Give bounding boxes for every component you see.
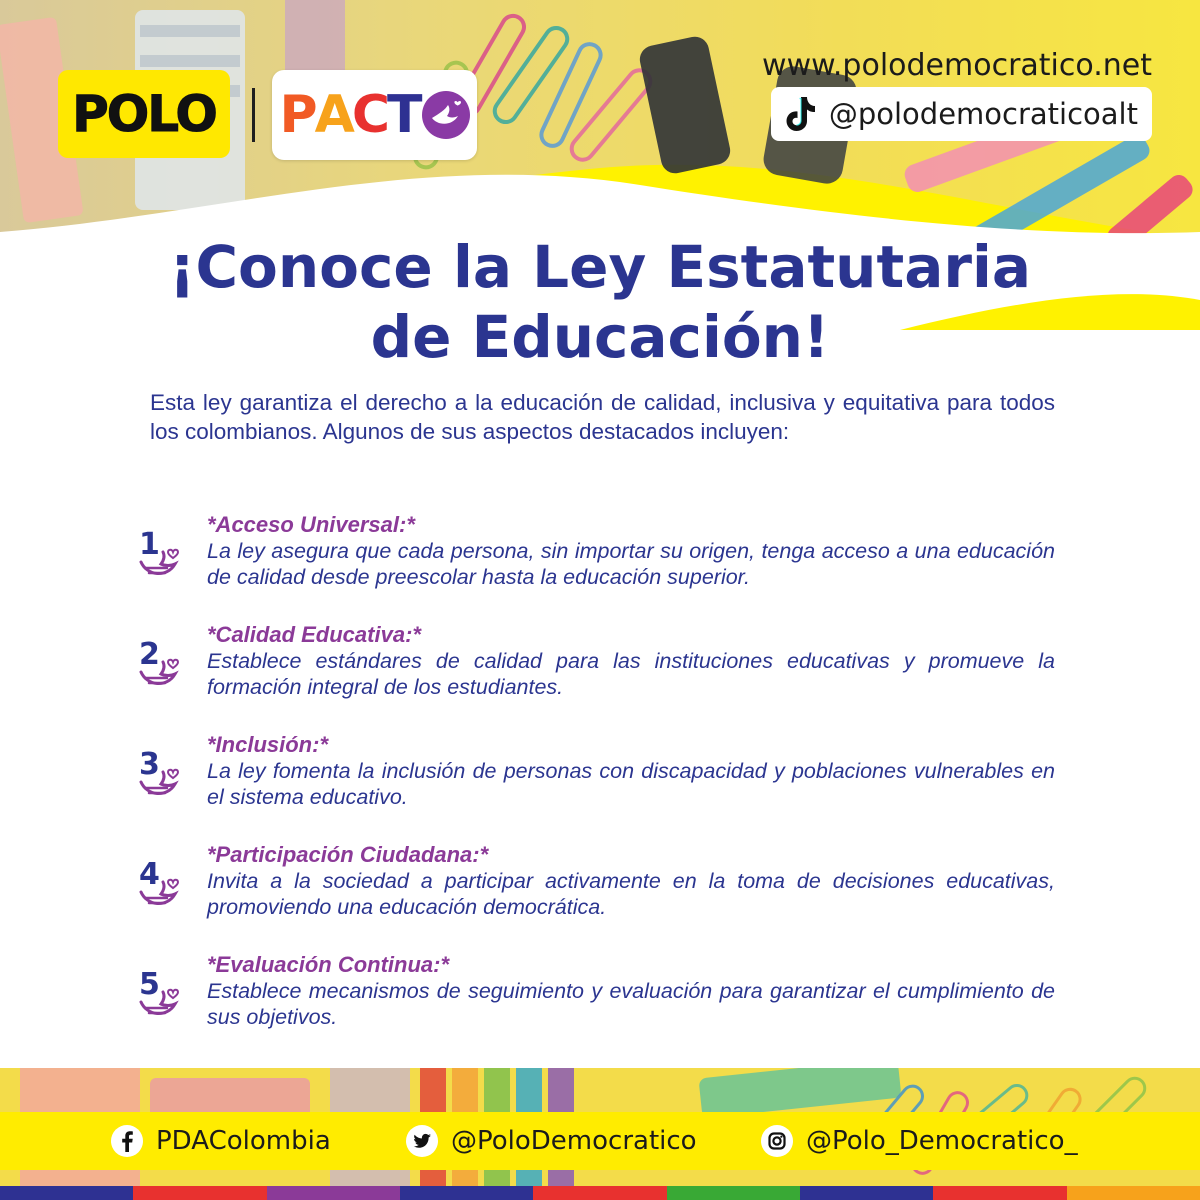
facebook-icon xyxy=(110,1124,144,1158)
color-stripe xyxy=(133,1186,266,1200)
dove-icon xyxy=(137,964,185,1026)
dove-icon xyxy=(137,634,185,696)
facebook-link[interactable] xyxy=(110,1124,331,1158)
list-item xyxy=(137,512,1057,602)
tiktok-icon xyxy=(783,95,817,133)
item-body: Establece mecanismos de seguimiento y evaluación para garantizar el cumplimiento de sus objetivos. xyxy=(207,979,1055,1029)
color-stripe xyxy=(933,1186,1066,1200)
item-heading: *Calidad Educativa:* xyxy=(207,622,421,647)
list-item xyxy=(137,732,1057,822)
polo-logo-text: POLO xyxy=(72,85,216,143)
list-item xyxy=(137,952,1057,1042)
color-stripe xyxy=(1067,1186,1200,1200)
color-stripe xyxy=(267,1186,400,1200)
item-number: 1 xyxy=(139,527,160,562)
instagram-handle: @Polo_Democratico_ xyxy=(806,1126,1078,1156)
item-body: Invita a la sociedad a participar activamente en la toma de decisiones educativas, promoviendo una educación democrática. xyxy=(207,869,1055,919)
item-number: 4 xyxy=(139,857,160,892)
item-heading: *Inclusión:* xyxy=(207,732,329,757)
list-item xyxy=(137,842,1057,932)
item-number: 2 xyxy=(139,637,160,672)
dove-icon xyxy=(137,524,185,586)
item-heading: *Acceso Universal:* xyxy=(207,512,415,537)
color-stripe xyxy=(0,1186,133,1200)
item-number: 3 xyxy=(139,747,160,782)
intro-paragraph: Esta ley garantiza el derecho a la educación de calidad, inclusiva y equitativa para todos los colombianos. Algunos de sus aspectos destacados incluyen: xyxy=(150,390,1055,444)
twitter-icon xyxy=(405,1124,439,1158)
pacto-logo xyxy=(272,70,477,160)
website-url[interactable]: www.polodemocratico.net xyxy=(762,48,1152,83)
color-stripe xyxy=(533,1186,666,1200)
dove-icon xyxy=(422,91,470,139)
pacto-logo-text: P A C T xyxy=(279,85,420,145)
color-stripe xyxy=(667,1186,800,1200)
item-number: 5 xyxy=(139,967,160,1002)
twitter-handle: @PoloDemocratico xyxy=(451,1126,697,1156)
item-body: La ley fomenta la inclusión de personas con discapacidad y poblaciones vulnerables en el sistema educativo. xyxy=(207,759,1055,809)
logo-divider xyxy=(252,88,255,142)
tiktok-handle: @polodemocraticoalt xyxy=(828,97,1138,131)
list-item xyxy=(137,622,1057,712)
color-stripes xyxy=(0,1186,1200,1200)
color-stripe xyxy=(400,1186,533,1200)
twitter-link[interactable] xyxy=(405,1124,697,1158)
page-title: ¡Conoce la Ley Estatutaria de Educación! xyxy=(169,233,1031,371)
tiktok-badge[interactable] xyxy=(771,87,1152,141)
instagram-link[interactable] xyxy=(760,1124,1078,1158)
facebook-handle: PDAColombia xyxy=(156,1126,331,1156)
item-heading: *Evaluación Continua:* xyxy=(207,952,450,977)
color-stripe xyxy=(800,1186,933,1200)
instagram-icon xyxy=(760,1124,794,1158)
item-body: Establece estándares de calidad para las instituciones educativas y promueve la formación integral de los estudiantes. xyxy=(207,649,1055,699)
dove-icon xyxy=(137,744,185,806)
polo-logo xyxy=(58,70,230,158)
dove-icon xyxy=(137,854,185,916)
item-heading: *Participación Ciudadana:* xyxy=(207,842,489,867)
item-body: La ley asegura que cada persona, sin importar su origen, tenga acceso a una educación de calidad desde preescolar hasta la educación superior. xyxy=(207,539,1055,589)
